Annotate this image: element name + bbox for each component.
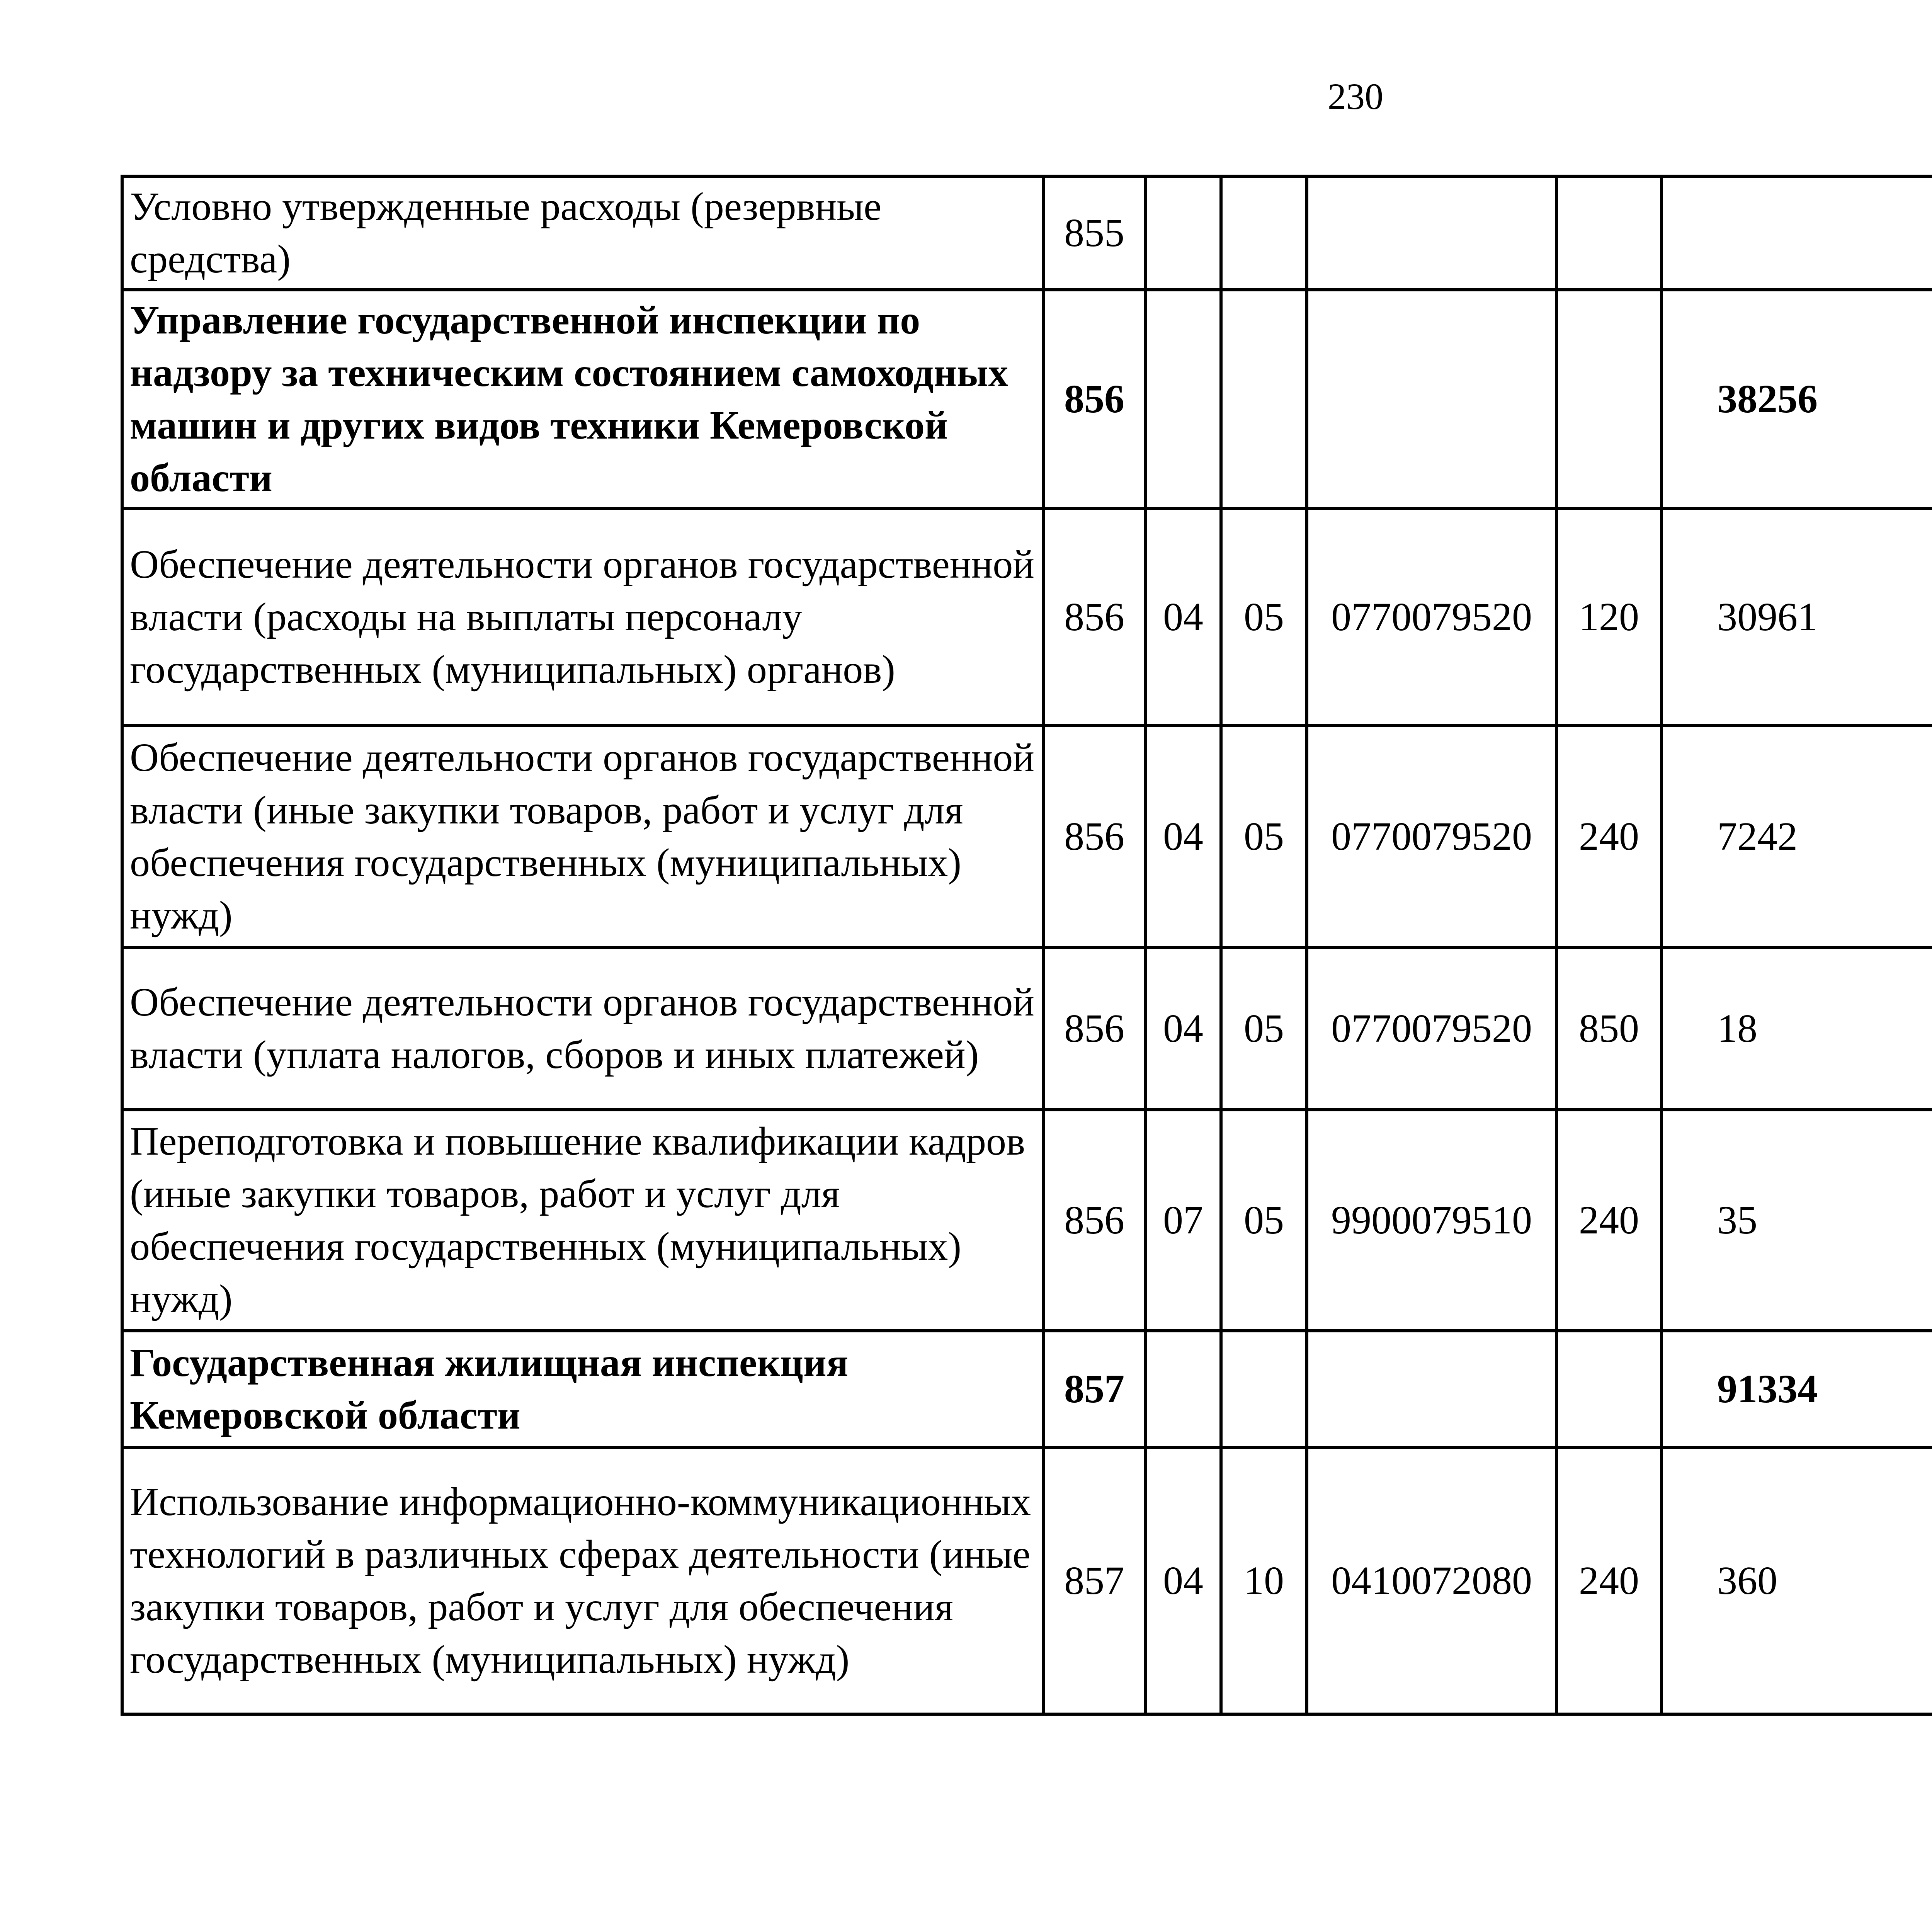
subsection-code-cell: 05 — [1221, 726, 1307, 947]
ved-code-cell: 856 — [1043, 1110, 1145, 1331]
table-row — [122, 1331, 1932, 1448]
subsection-code-cell — [1221, 290, 1307, 509]
ved-code-cell: 857 — [1043, 1331, 1145, 1448]
amount-year1-cell: 7242 — [1662, 726, 1932, 947]
expense-type-cell: 240 — [1556, 1448, 1662, 1714]
section-code-cell: 04 — [1145, 509, 1221, 726]
target-item-cell: 0770079520 — [1307, 726, 1556, 947]
page-number: 230 — [1328, 76, 1383, 117]
expense-type-cell: 850 — [1556, 947, 1662, 1110]
row-name-cell: Обеспечение деятельности органов государственной власти (расходы на выплаты персоналу государственных (муниципальных) органов) — [122, 509, 1043, 726]
row-name-cell: Обеспечение деятельности органов государственной власти (уплата налогов, сборов и иных платежей) — [122, 947, 1043, 1110]
row-name-cell: Управление государственной инспекции по надзору за техническим состоянием самоходных машин и других видов техники Кемеровской области — [122, 290, 1043, 509]
expense-type-cell — [1556, 290, 1662, 509]
table-row — [122, 290, 1932, 509]
subsection-code-cell: 05 — [1221, 509, 1307, 726]
target-item-cell — [1307, 176, 1556, 290]
amount-year1-cell: 38256 — [1662, 290, 1932, 509]
section-code-cell: 04 — [1145, 1448, 1221, 1714]
row-name-cell: Использование информационно-коммуникационных технологий в различных сферах деятельности (иные закупки товаров, работ и услуг для обеспечения государственных (муниципальных) нужд) — [122, 1448, 1043, 1714]
ved-code-cell: 855 — [1043, 176, 1145, 290]
amount-year1-cell: 360 — [1662, 1448, 1932, 1714]
expense-type-cell: 120 — [1556, 509, 1662, 726]
table-row — [122, 1448, 1932, 1714]
target-item-cell: 9900079510 — [1307, 1110, 1556, 1331]
amount-year1-cell: 30961 — [1662, 509, 1932, 726]
subsection-code-cell: 05 — [1221, 947, 1307, 1110]
expense-type-cell — [1556, 176, 1662, 290]
target-item-cell — [1307, 1331, 1556, 1448]
row-name-cell: Переподготовка и повышение квалификации кадров (иные закупки товаров, работ и услуг для обеспечения государственных (муниципальных) нужд) — [122, 1110, 1043, 1331]
target-item-cell — [1307, 290, 1556, 509]
subsection-code-cell — [1221, 176, 1307, 290]
subsection-code-cell — [1221, 1331, 1307, 1448]
subsection-code-cell: 10 — [1221, 1448, 1307, 1714]
amount-year1-cell: 91334 — [1662, 1331, 1932, 1448]
row-name-cell: Условно утвержденные расходы (резервные средства) — [122, 176, 1043, 290]
subsection-code-cell: 05 — [1221, 1110, 1307, 1331]
section-code-cell — [1145, 290, 1221, 509]
amount-year1-cell — [1662, 176, 1932, 290]
table-row — [122, 947, 1932, 1110]
table-row — [122, 1110, 1932, 1331]
row-name-cell: Обеспечение деятельности органов государственной власти (иные закупки товаров, работ и услуг для обеспечения государственных (муниципальных) нужд) — [122, 726, 1043, 947]
budget-table — [121, 175, 1932, 1716]
section-code-cell — [1145, 176, 1221, 290]
section-code-cell: 04 — [1145, 947, 1221, 1110]
expense-type-cell: 240 — [1556, 1110, 1662, 1331]
ved-code-cell: 857 — [1043, 1448, 1145, 1714]
ved-code-cell: 856 — [1043, 290, 1145, 509]
ved-code-cell: 856 — [1043, 947, 1145, 1110]
section-code-cell — [1145, 1331, 1221, 1448]
section-code-cell: 07 — [1145, 1110, 1221, 1331]
amount-year1-cell: 35 — [1662, 1110, 1932, 1331]
target-item-cell: 0410072080 — [1307, 1448, 1556, 1714]
expense-type-cell: 240 — [1556, 726, 1662, 947]
table-row — [122, 176, 1932, 290]
target-item-cell: 0770079520 — [1307, 509, 1556, 726]
table-row — [122, 726, 1932, 947]
target-item-cell: 0770079520 — [1307, 947, 1556, 1110]
expense-type-cell — [1556, 1331, 1662, 1448]
ved-code-cell: 856 — [1043, 509, 1145, 726]
section-code-cell: 04 — [1145, 726, 1221, 947]
ved-code-cell: 856 — [1043, 726, 1145, 947]
row-name-cell: Государственная жилищная инспекция Кемеровской области — [122, 1331, 1043, 1448]
amount-year1-cell: 18 — [1662, 947, 1932, 1110]
table-row — [122, 509, 1932, 726]
